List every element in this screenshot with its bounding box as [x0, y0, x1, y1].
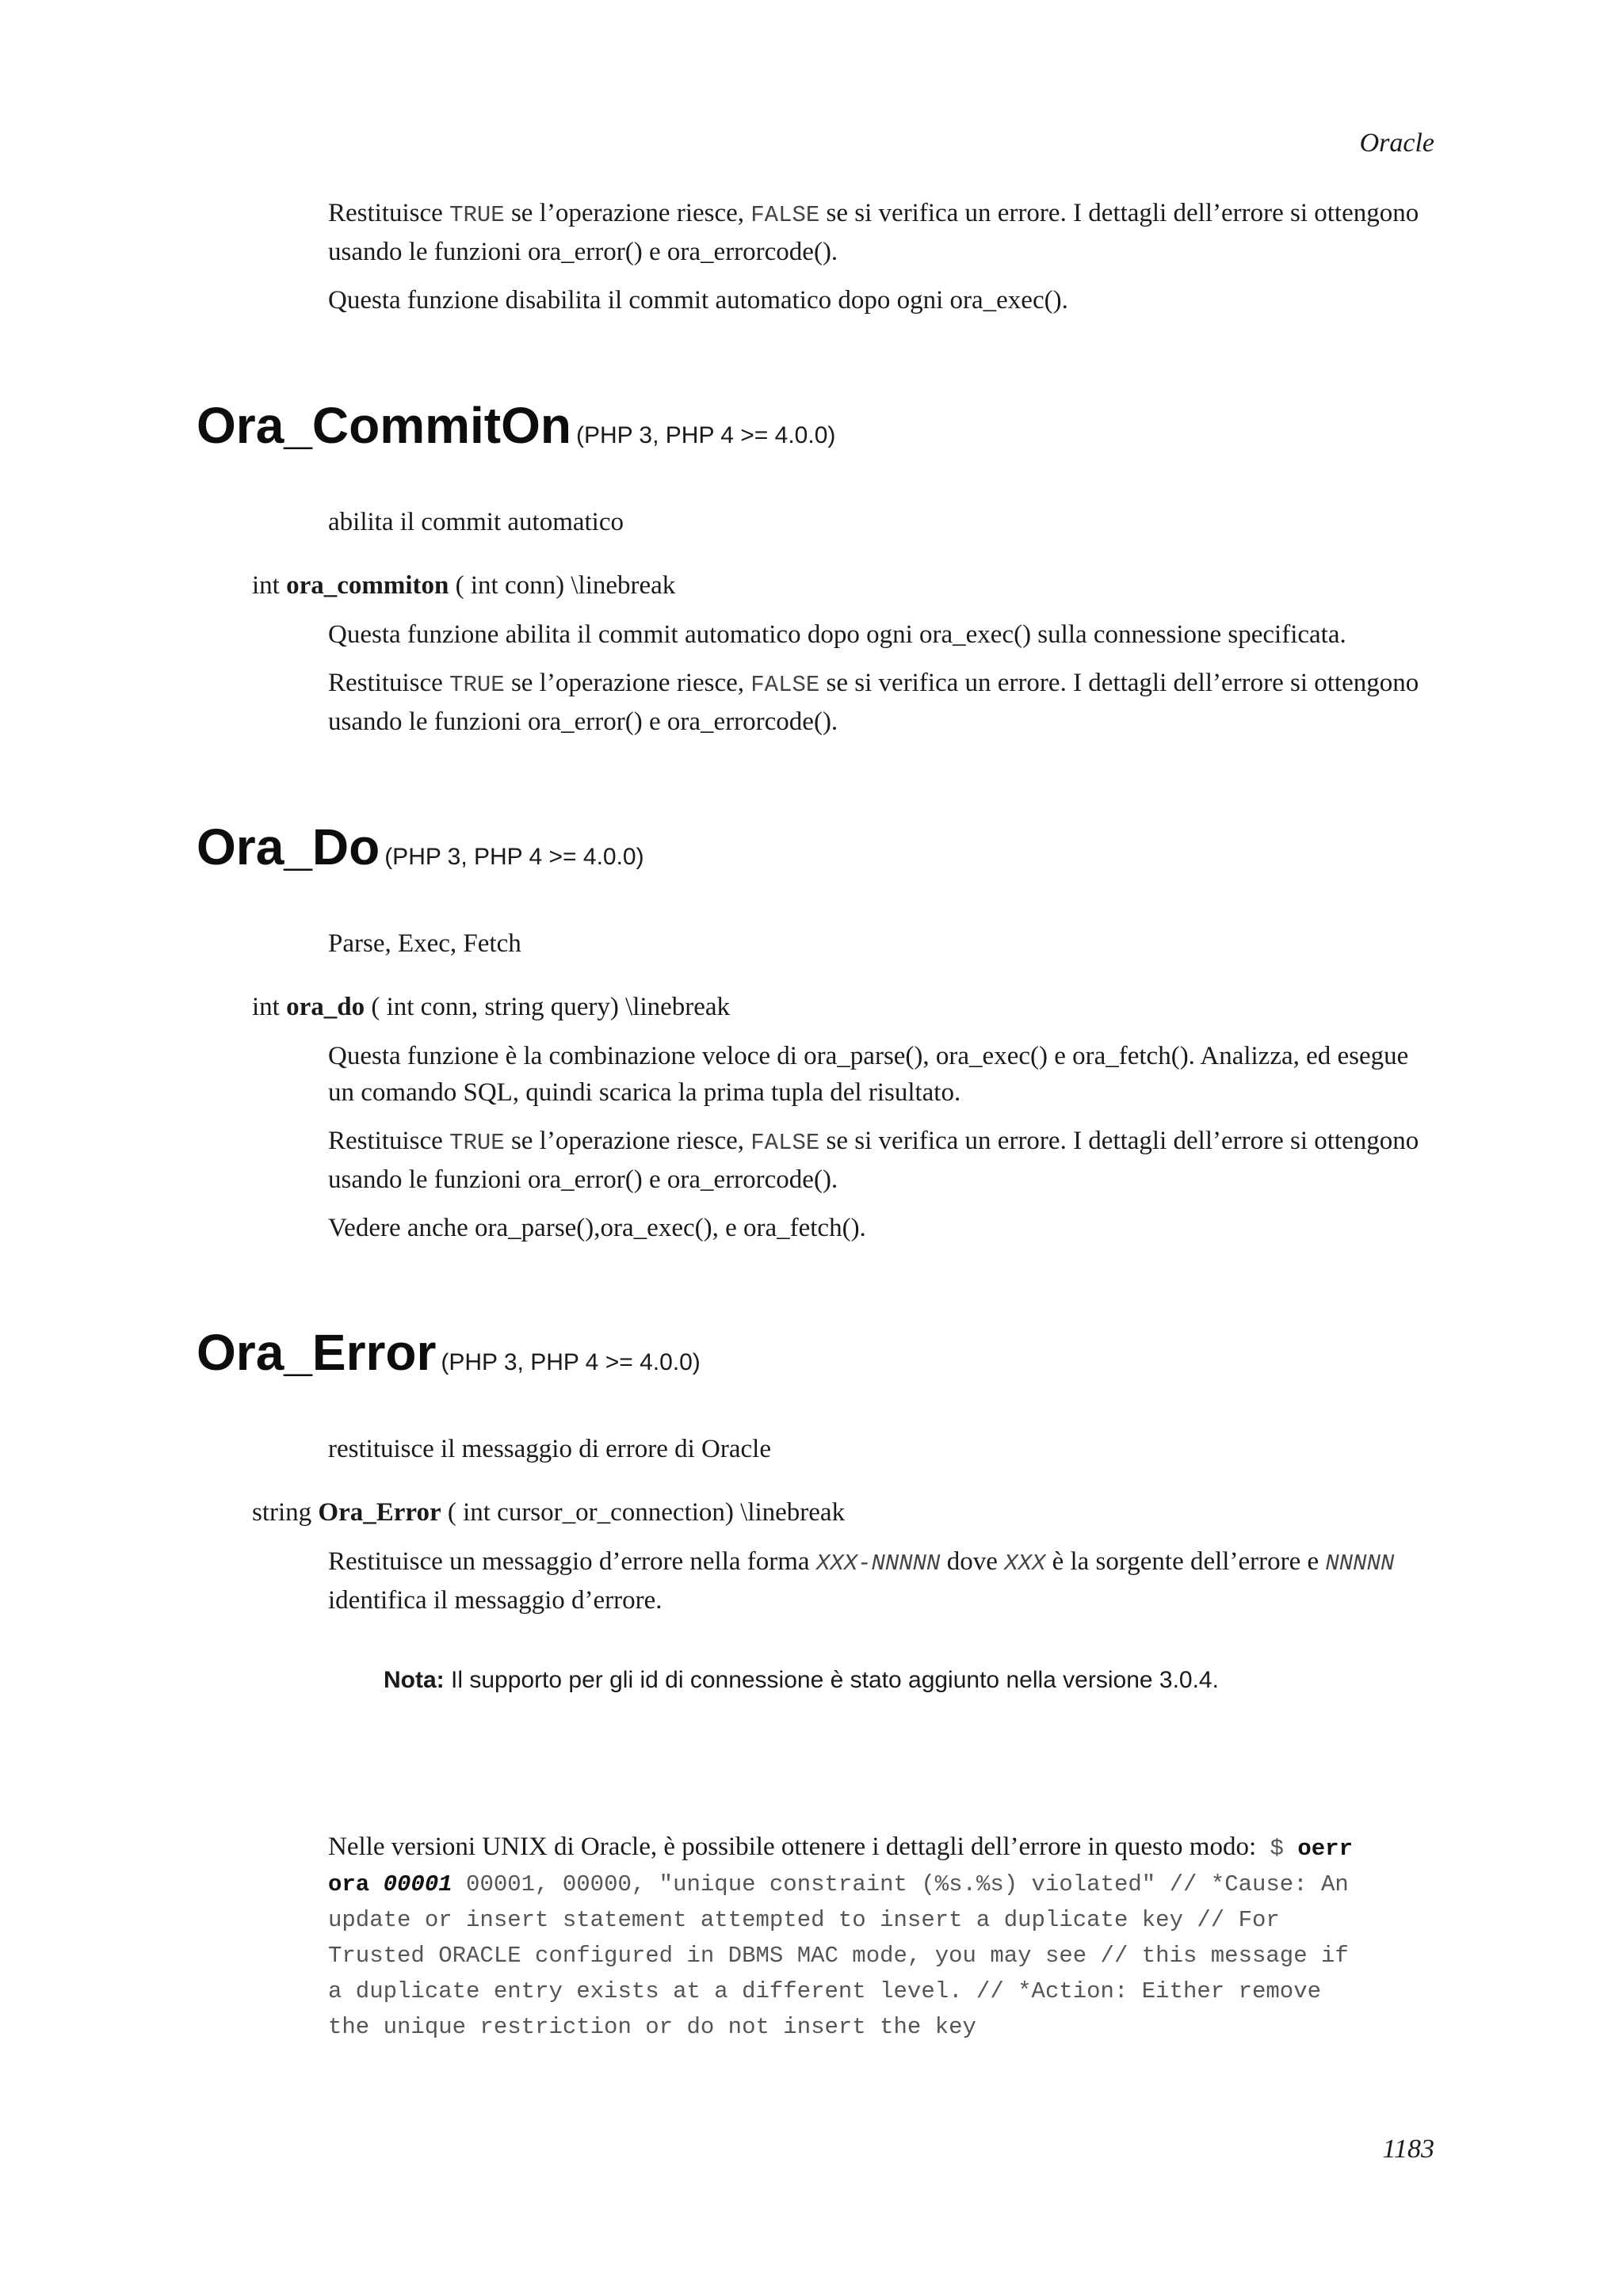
code-line: ora 00001 00001, 00000, "unique constraint (%s.%s) violated" // *Cause: An	[328, 1871, 1349, 1897]
error-unix-block	[328, 1829, 1438, 2045]
commiton-purpose: abilita il commit automatico	[328, 508, 624, 536]
error-code-token: NNNNN	[871, 1550, 941, 1577]
true-constant: TRUE	[449, 202, 505, 228]
error-description	[328, 1543, 1438, 1619]
intro-commit-paragraph: Questa funzione disabilita il commit automatico dopo ogni ora_exec().	[328, 286, 1068, 315]
commiton-description	[328, 616, 1438, 740]
false-constant: FALSE	[750, 672, 820, 698]
do-synopsis: int ora_do ( int conn, string query) \linebreak	[252, 993, 731, 1021]
do-description	[328, 1038, 1438, 1246]
error-unix-paragraph: Nelle versioni UNIX di Oracle, è possibile ottenere i dettagli dell’errore in questo modo: $ oerr	[328, 1833, 1353, 1862]
function-name: Ora_Do	[197, 818, 380, 875]
intro-block	[328, 195, 1438, 318]
function-name: Ora_CommitOn	[197, 397, 571, 454]
function-version: (PHP 3, PHP 4 >= 4.0.0)	[575, 422, 836, 448]
synopsis-function: ora_commiton	[286, 571, 449, 600]
running-header: Oracle	[1359, 128, 1434, 158]
code-prompt: $	[1256, 1836, 1298, 1862]
false-constant: FALSE	[750, 202, 820, 228]
commiton-return-paragraph: Restituisce TRUE se l’operazione riesce, FALSE se si verifica un errore. I dettagli dell’errore si ottengono usando le funzioni ora_error() e ora_errorcode().	[328, 669, 1419, 736]
synopsis-function: ora_do	[286, 993, 365, 1021]
error-purpose: restituisce il messaggio di errore di Oracle	[328, 1435, 771, 1463]
true-constant: TRUE	[449, 672, 505, 698]
error-format-paragraph: Restituisce un messaggio d’errore nella forma XXX-NNNNN dove XXX è la sorgente dell’errore e NNNNN identifica il messaggio d’errore.	[328, 1547, 1395, 1615]
function-version: (PHP 3, PHP 4 >= 4.0.0)	[384, 844, 644, 870]
error-code-token: NNNNN	[1325, 1550, 1395, 1577]
error-synopsis: string Ora_Error ( int cursor_or_connection) \linebreak	[252, 1498, 846, 1527]
code-line: a duplicate entry exists at a different level. // *Action: Either remove	[328, 1978, 1322, 2004]
heading-ora-commiton	[197, 396, 835, 455]
note-label: Nota:	[384, 1667, 445, 1693]
do-see-also-paragraph: Vedere anche ora_parse(),ora_exec(), e ora_fetch().	[328, 1214, 866, 1242]
code-line: Trusted ORACLE configured in DBMS MAC mode, you may see // this message if	[328, 1943, 1349, 1969]
heading-ora-do	[197, 818, 644, 876]
code-line: update or insert statement attempted to insert a duplicate key // For	[328, 1907, 1280, 1933]
function-name: Ora_Error	[197, 1324, 437, 1381]
heading-ora-error	[197, 1323, 701, 1382]
intro-return-paragraph: Restituisce TRUE se l’operazione riesce, FALSE se si verifica un errore. I dettagli dell’errore si ottengono usando le funzioni ora_error() e ora_errorcode().	[328, 199, 1419, 266]
code-command: oerr	[1297, 1836, 1353, 1862]
true-constant: TRUE	[449, 1130, 505, 1156]
commiton-synopsis: int ora_commiton ( int conn) \linebreak	[252, 571, 676, 600]
code-listing	[328, 1867, 1438, 2045]
synopsis-function: Ora_Error	[318, 1498, 441, 1527]
do-desc-paragraph: Questa funzione è la combinazione veloce di ora_parse(), ora_exec() e ora_fetch(). Analizza, ed esegue un comando SQL, quindi scarica la prima tupla del risultato.	[328, 1042, 1409, 1107]
function-version: (PHP 3, PHP 4 >= 4.0.0)	[441, 1349, 701, 1375]
note-text: Il supporto per gli id di connessione è stato aggiunto nella versione 3.0.4.	[444, 1667, 1219, 1693]
error-source-token: XXX	[1004, 1550, 1046, 1577]
error-source-token: XXX	[815, 1550, 858, 1577]
commiton-desc-paragraph: Questa funzione abilita il commit automatico dopo ogni ora_exec() sulla connessione specificata.	[328, 620, 1346, 649]
code-line: the unique restriction or do not insert the key	[328, 2014, 976, 2040]
do-return-paragraph: Restituisce TRUE se l’operazione riesce, FALSE se si verifica un errore. I dettagli dell’errore si ottengono usando le funzioni ora_error() e ora_errorcode().	[328, 1127, 1419, 1194]
note	[384, 1667, 1219, 1694]
page-number: 1183	[1382, 2134, 1434, 2164]
false-constant: FALSE	[750, 1130, 820, 1156]
do-purpose: Parse, Exec, Fetch	[328, 929, 521, 958]
